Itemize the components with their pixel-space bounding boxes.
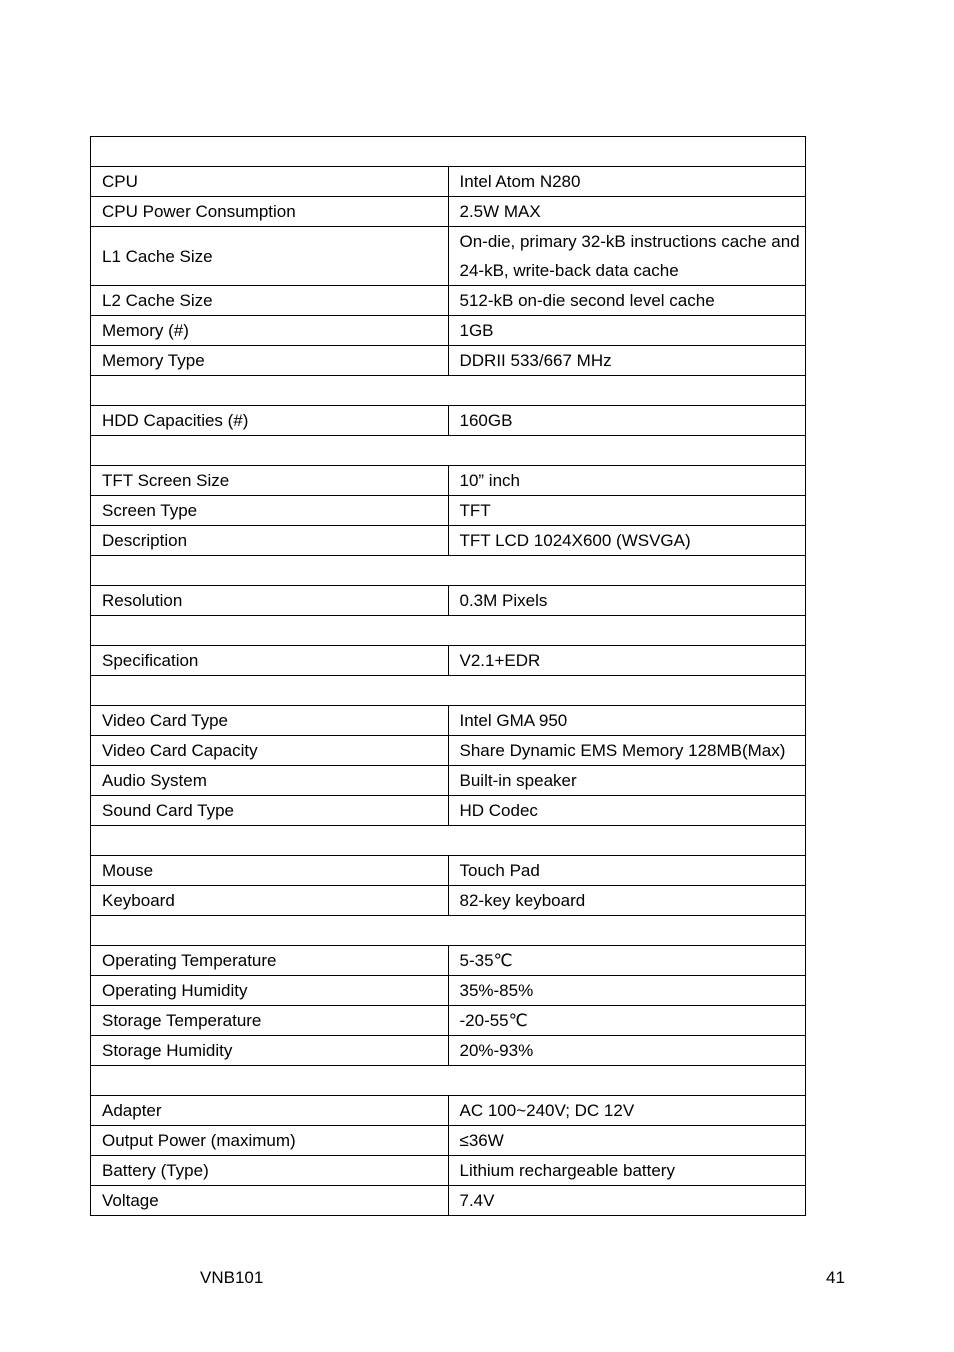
section-header-cell	[91, 826, 806, 856]
spec-label: Storage Temperature	[91, 1006, 449, 1036]
spec-label: Storage Humidity	[91, 1036, 449, 1066]
spec-label: Output Power (maximum)	[91, 1126, 449, 1156]
table-row	[91, 466, 806, 496]
section-header-cell	[91, 556, 806, 586]
spec-value: V2.1+EDR	[448, 646, 806, 676]
spec-label: Audio System	[91, 766, 449, 796]
spec-value-line: 24-kB, write-back data cache	[459, 261, 679, 280]
spec-value: 5-35℃	[448, 946, 806, 976]
spec-value	[448, 227, 806, 286]
spec-label: HDD Capacities (#)	[91, 406, 449, 436]
section-header-row	[91, 137, 806, 167]
spec-label: Video Card Type	[91, 706, 449, 736]
section-header-cell	[91, 676, 806, 706]
table-row	[91, 946, 806, 976]
table-row	[91, 227, 806, 286]
spec-value: Built-in speaker	[448, 766, 806, 796]
spec-label: CPU Power Consumption	[91, 197, 449, 227]
section-header-row	[91, 436, 806, 466]
spec-value: Intel Atom N280	[448, 167, 806, 197]
table-row	[91, 856, 806, 886]
table-row	[91, 316, 806, 346]
spec-value: Touch Pad	[448, 856, 806, 886]
spec-value: ≤36W	[448, 1126, 806, 1156]
table-row	[91, 1036, 806, 1066]
table-row	[91, 646, 806, 676]
spec-value-line: On-die, primary 32-kB instructions cache and	[459, 232, 800, 251]
section-header-row	[91, 676, 806, 706]
spec-label: Keyboard	[91, 886, 449, 916]
spec-label: Operating Temperature	[91, 946, 449, 976]
section-header-row	[91, 556, 806, 586]
spec-label: L1 Cache Size	[91, 227, 449, 286]
spec-value: 82-key keyboard	[448, 886, 806, 916]
table-row	[91, 1126, 806, 1156]
spec-label: Screen Type	[91, 496, 449, 526]
spec-value: Lithium rechargeable battery	[448, 1156, 806, 1186]
spec-value: HD Codec	[448, 796, 806, 826]
table-row	[91, 496, 806, 526]
spec-value: 10” inch	[448, 466, 806, 496]
spec-table	[90, 136, 806, 1216]
spec-value: TFT LCD 1024X600 (WSVGA)	[448, 526, 806, 556]
section-header-cell	[91, 616, 806, 646]
spec-value: Share Dynamic EMS Memory 128MB(Max)	[448, 736, 806, 766]
table-row	[91, 1186, 806, 1216]
spec-label: Adapter	[91, 1096, 449, 1126]
table-row	[91, 1156, 806, 1186]
spec-label: TFT Screen Size	[91, 466, 449, 496]
section-header-cell	[91, 436, 806, 466]
spec-label: Memory Type	[91, 346, 449, 376]
table-row	[91, 886, 806, 916]
section-header-row	[91, 916, 806, 946]
spec-value: 35%-85%	[448, 976, 806, 1006]
spec-label: Operating Humidity	[91, 976, 449, 1006]
table-row	[91, 766, 806, 796]
table-row	[91, 1096, 806, 1126]
spec-label: Battery (Type)	[91, 1156, 449, 1186]
spec-value: -20-55℃	[448, 1006, 806, 1036]
spec-label: CPU	[91, 167, 449, 197]
section-header-cell	[91, 137, 806, 167]
spec-label: Sound Card Type	[91, 796, 449, 826]
section-header-row	[91, 826, 806, 856]
spec-value: TFT	[448, 496, 806, 526]
spec-value: AC 100~240V; DC 12V	[448, 1096, 806, 1126]
spec-value: DDRII 533/667 MHz	[448, 346, 806, 376]
spec-value: Intel GMA 950	[448, 706, 806, 736]
spec-value: 2.5W MAX	[448, 197, 806, 227]
table-row	[91, 346, 806, 376]
table-row	[91, 1006, 806, 1036]
spec-value: 0.3M Pixels	[448, 586, 806, 616]
section-header-cell	[91, 1066, 806, 1096]
section-header-row	[91, 1066, 806, 1096]
table-row	[91, 706, 806, 736]
spec-value: 160GB	[448, 406, 806, 436]
table-row	[91, 796, 806, 826]
spec-label: Memory (#)	[91, 316, 449, 346]
spec-label: Mouse	[91, 856, 449, 886]
spec-label: Voltage	[91, 1186, 449, 1216]
table-row	[91, 167, 806, 197]
table-row	[91, 736, 806, 766]
table-row	[91, 976, 806, 1006]
table-row	[91, 197, 806, 227]
spec-label: Video Card Capacity	[91, 736, 449, 766]
spec-label: Description	[91, 526, 449, 556]
spec-value: 7.4V	[448, 1186, 806, 1216]
table-row	[91, 286, 806, 316]
spec-label: Specification	[91, 646, 449, 676]
section-header-cell	[91, 376, 806, 406]
spec-table-body	[91, 137, 806, 1216]
spec-label: L2 Cache Size	[91, 286, 449, 316]
spec-value: 1GB	[448, 316, 806, 346]
section-header-cell	[91, 916, 806, 946]
spec-value: 20%-93%	[448, 1036, 806, 1066]
table-row	[91, 586, 806, 616]
spec-label: Resolution	[91, 586, 449, 616]
table-row	[91, 526, 806, 556]
section-header-row	[91, 616, 806, 646]
footer-page-number: 41	[826, 1268, 845, 1287]
footer-model: VNB101	[200, 1268, 264, 1287]
spec-value: 512-kB on-die second level cache	[448, 286, 806, 316]
table-row	[91, 406, 806, 436]
section-header-row	[91, 376, 806, 406]
